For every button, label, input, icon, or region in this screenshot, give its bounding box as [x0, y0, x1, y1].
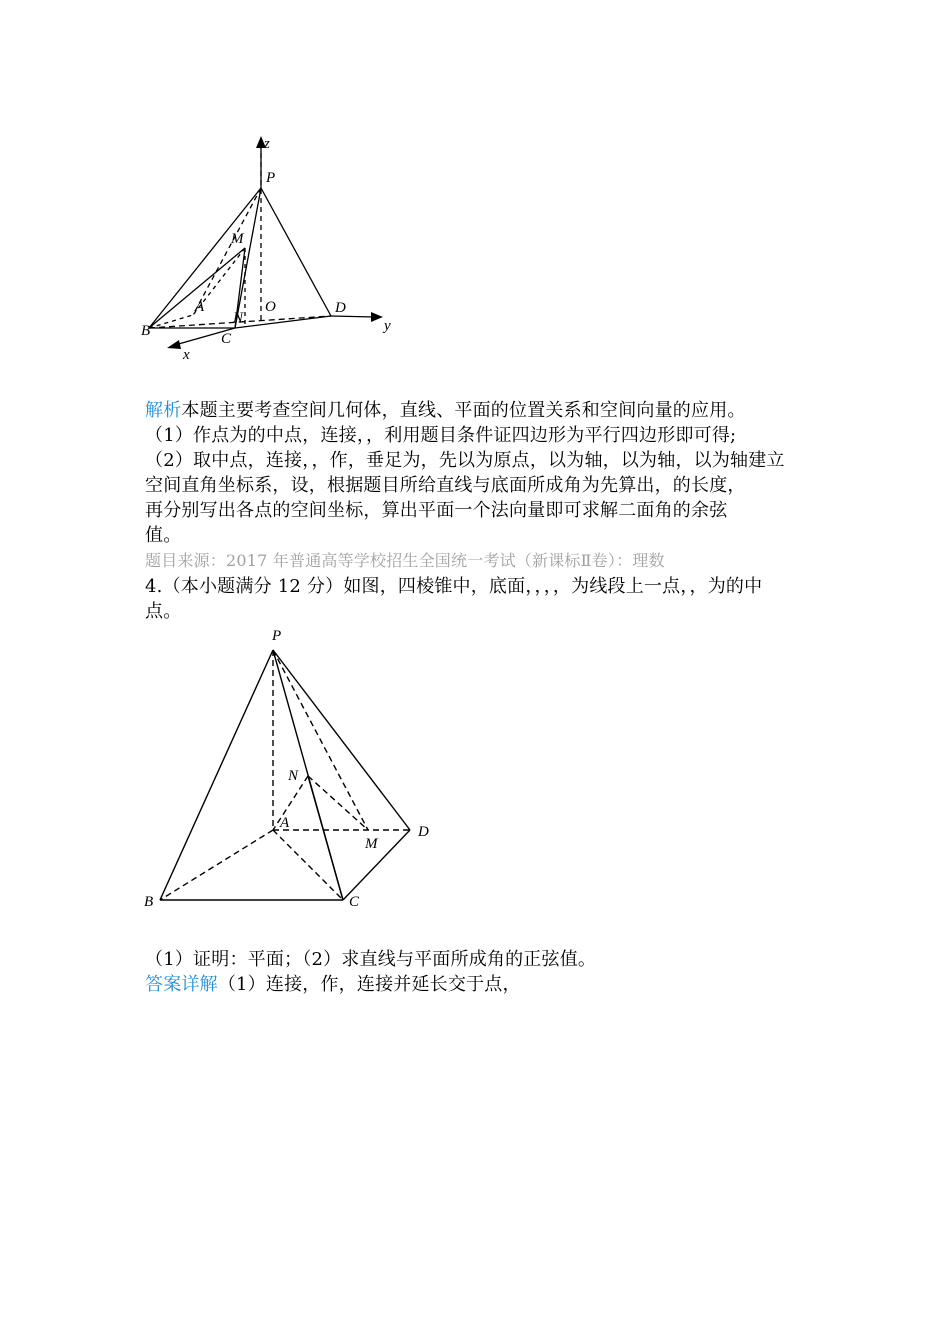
- fig1-label-c: C: [221, 331, 232, 347]
- figure-1-svg: [135, 130, 405, 365]
- fig2-label-d: D: [418, 824, 429, 840]
- fig2-label-n: N: [288, 768, 299, 784]
- fig2-label-m: M: [365, 836, 378, 852]
- problem-4-line-2: 点。: [145, 601, 182, 622]
- problem-4-line-1: 4.（本小题满分 12 分）如图，四棱锥中，底面，，，，为线段上一点，，为的中: [145, 576, 763, 597]
- fig1-label-a: A: [195, 299, 205, 315]
- fig2-label-p: P: [272, 628, 282, 644]
- answer-tag: 答案详解: [145, 974, 218, 995]
- fig1-label-p: P: [266, 170, 276, 186]
- analysis-line-1: 解析本题主要考查空间几何体，直线、平面的位置关系和空间向量的应用。: [145, 400, 746, 421]
- fig1-label-n: N: [233, 310, 244, 326]
- question-source: 题目来源：2017 年普通高等学校招生全国统一考试（新课标Ⅱ卷）：理数: [145, 551, 665, 570]
- fig2-label-c: C: [349, 894, 360, 910]
- fig1-label-o: O: [265, 299, 276, 315]
- fig2-label-b: B: [144, 894, 154, 910]
- problem-4-questions: （1）证明：平面；（2）求直线与平面所成角的正弦值。: [145, 949, 597, 970]
- fig1-label-d: D: [335, 300, 346, 316]
- fig1-label-m: M: [231, 231, 244, 247]
- figure-2-svg: [138, 620, 438, 915]
- fig1-label-x: x: [183, 347, 190, 363]
- analysis-line-2: （1）作点为的中点，连接，，利用题目条件证四边形为平行四边形即可得;: [145, 425, 737, 446]
- figure-2-pyramid: [138, 620, 438, 915]
- analysis-line-3: （2）取中点，连接，，作，垂足为，先以为原点，以为轴，以为轴，以为轴建立: [145, 450, 785, 471]
- answer-block: [145, 972, 815, 997]
- fig1-label-z: z: [264, 136, 270, 152]
- answer-text: （1）连接，作，连接并延长交于点，: [217, 974, 521, 995]
- fig1-label-y: y: [384, 318, 391, 334]
- analysis-tag: 解析: [145, 400, 182, 421]
- analysis-line-6: 值。: [145, 525, 182, 546]
- analysis-block: [145, 398, 815, 548]
- analysis-line-5: 再分别写出各点的空间坐标，算出平面一个法向量即可求解二面角的余弦: [145, 500, 728, 521]
- problem-4-statement: [145, 574, 815, 624]
- figure-1-coordinate-pyramid: [135, 130, 405, 365]
- fig1-label-b: B: [141, 323, 151, 339]
- analysis-line-4: 空间直角坐标系，设，根据题目所给直线与底面所成角为先算出，的长度，: [145, 475, 746, 496]
- fig2-label-a: A: [280, 815, 290, 831]
